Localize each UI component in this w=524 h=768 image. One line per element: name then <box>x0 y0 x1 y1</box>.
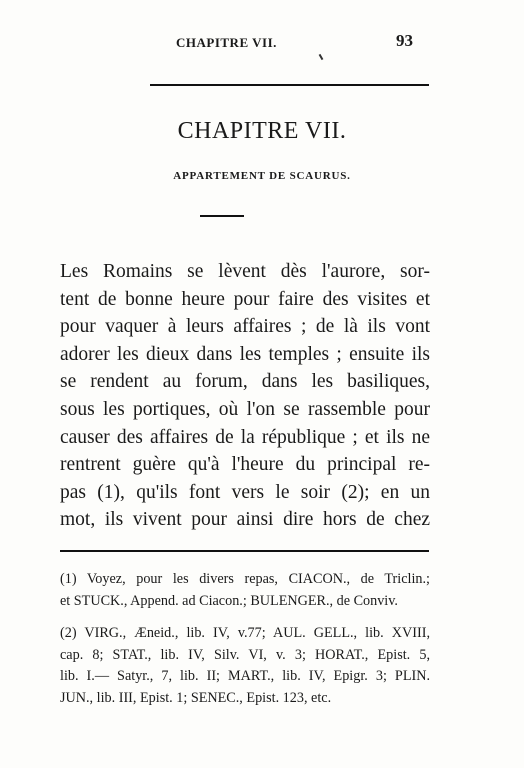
footnote-line: JUN., lib. III, Epist. 1; SENEC., Epist. 123, etc. <box>60 689 332 706</box>
body-line: pour vaquer à leurs affaires ; de là ils vont <box>60 316 430 338</box>
footnote-line: cap. 8; STAT., lib. IV, Silv. VI, v. 3; HORAT., Epist. 5, <box>60 646 430 663</box>
footnote-line: et STUCK., Append. ad Ciacon.; BULENGER., de Conviv. <box>60 592 398 609</box>
body-line: tent de bonne heure pour faire des visites et <box>60 288 430 310</box>
footnote-line: (1) Voyez, pour les divers repas, CIACON., de Triclin.; <box>60 571 430 587</box>
ink-speck <box>319 54 324 60</box>
footnote-line: lib. I.— Satyr., 7, lib. II; MART., lib. IV, Epigr. 3; PLIN. <box>60 668 430 685</box>
body-line: causer des affaires de la république ; et ils ne <box>60 426 430 448</box>
body-paragraph <box>60 258 430 534</box>
body-line: se rendent au forum, dans les basiliques, <box>60 371 430 393</box>
body-line: pas (1), qu'ils font vers le soir (2); en un <box>60 481 430 503</box>
body-line: adorer les dieux dans les temples ; ensuite ils <box>60 343 430 365</box>
footnote-line: (2) VIRG., Æneid., lib. IV, v.77; AUL. GELL., lib. XVIII, <box>60 625 430 642</box>
section-divider <box>200 215 244 217</box>
body-line: rentrent guère qu'à l'heure du principal re- <box>60 454 430 476</box>
chapter-subtitle: APPARTEMENT DE SCAURUS. <box>173 170 351 182</box>
footnote-1 <box>60 569 430 612</box>
chapter-title: CHAPITRE VII. <box>177 118 347 144</box>
footnote-2 <box>60 623 430 709</box>
body-line: mot, ils vivent pour ainsi dire hors de chez <box>60 509 430 531</box>
header-rule <box>150 84 429 86</box>
footnotes <box>60 569 430 710</box>
body-line: Les Romains se lèvent dès l'aurore, sor- <box>60 261 430 282</box>
body-line: sous les portiques, où l'on se rassemble pour <box>60 398 430 420</box>
running-title: CHAPITRE VII. <box>176 35 277 50</box>
footnote-rule <box>60 550 429 552</box>
page-number: 93 <box>396 31 413 50</box>
running-head <box>0 33 524 53</box>
